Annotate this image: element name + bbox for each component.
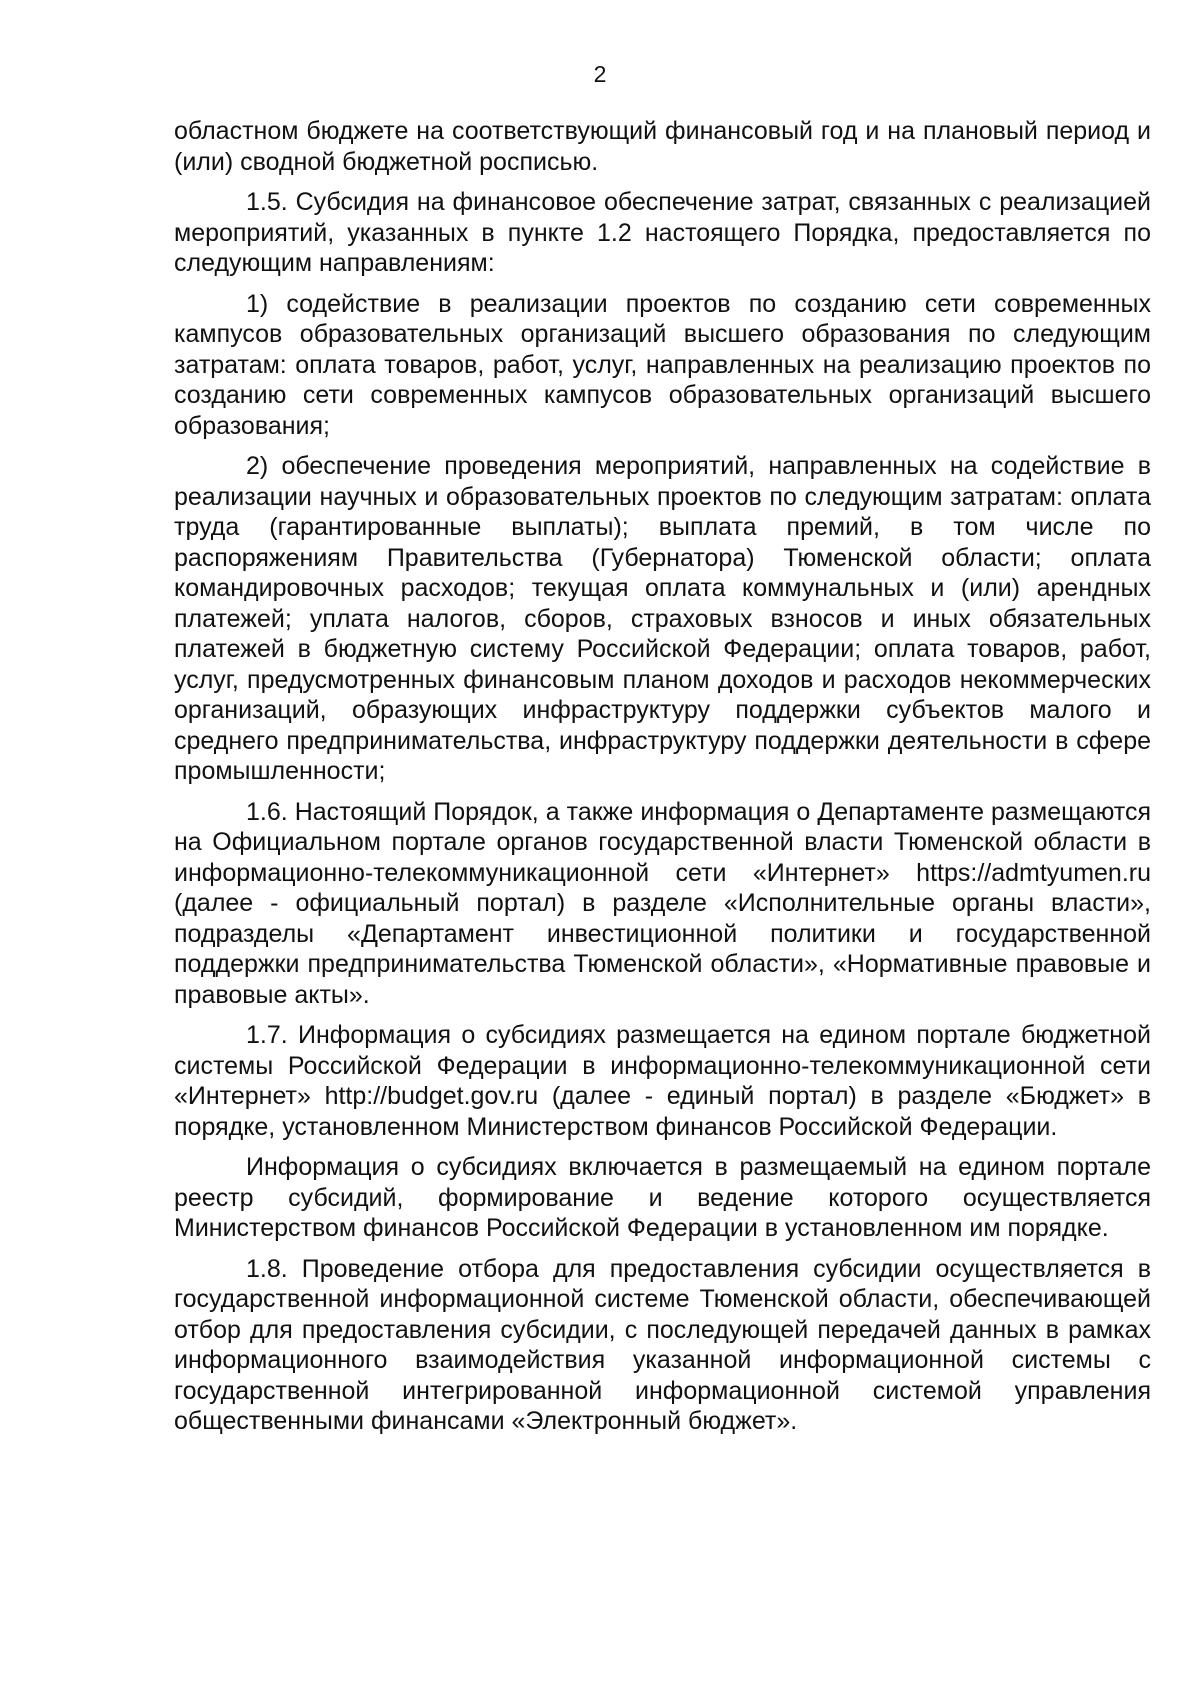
paragraph-1-5: 1.5. Субсидия на финансовое обеспечение затрат, связанных с реализацией мероприятий, указанных в пункте 1.2 настоящего Порядка, предоставляется по следующим направлениям:: [174, 188, 1151, 277]
page-number: 2: [593, 61, 607, 87]
paragraph-1-6: 1.6. Настоящий Порядок, а также информация о Департаменте размещаются на Официальном портале органов государственной власти Тюменской области в информационно-телекоммуникационной сети «Интернет» https://admtyumen.ru (далее - официальный портал) в разделе «Исполнительные органы власти», подразделы «Департамент инвестиционной политики и государственной поддержки предпринимательства Тюменской области», «Нормативные правовые и правовые акты».: [174, 797, 1151, 1009]
document-body: [174, 116, 1151, 1447]
paragraph-1-8: 1.8. Проведение отбора для предоставления субсидии осуществляется в государственной информационной системе Тюменской области, обеспечивающей отбор для предоставления субсидии, с последующей передачей данных в рамках информационного взаимодействия указанной информационной системы с государственной интегрированной информационной системой управления общественными финансами «Электронный бюджет».: [174, 1254, 1151, 1435]
paragraph-1-5-item-2: 2) обеспечение проведения мероприятий, направленных на содействие в реализации научных и образовательных проектов по следующим затратам: оплата труда (гарантированные выплаты); выплата премий, в том числе по распоряжениям Правительства (Губернатора) Тюменской области; оплата командировочных расходов; текущая оплата коммунальных и (или) арендных платежей; уплата налогов, сборов, страховых взносов и иных обязательных платежей в бюджетную систему Российской Федерации; оплата товаров, работ, услуг, предусмотренных финансовым планом доходов и расходов некоммерческих организаций, образующих инфраструктуру поддержки субъектов малого и среднего предпринимательства, инфраструктуру поддержки деятельности в сфере промышленности;: [174, 452, 1151, 785]
paragraph-1-7: 1.7. Информация о субсидиях размещается на едином портале бюджетной системы Российской Федерации в информационно-телекоммуникационной сети «Интернет» http://budget.gov.ru (далее - единый портал) в разделе «Бюджет» в порядке, установленном Министерством финансов Российской Федерации.: [174, 1021, 1151, 1141]
paragraph-1-5-item-1: 1) содействие в реализации проектов по созданию сети современных кампусов образовательных организаций высшего образования по следующим затратам: оплата товаров, работ, услуг, направленных на реализацию проектов по созданию сети современных кампусов образовательных организаций высшего образования;: [174, 289, 1151, 440]
paragraph-1-7-registry: Информация о субсидиях включается в размещаемый на едином портале реестр субсидий, формирование и ведение которого осуществляется Министерством финансов Российской Федерации в установленном им порядке.: [174, 1153, 1151, 1242]
paragraph-continuation: областном бюджете на соответствующий финансовый год и на плановый период и (или) сводной бюджетной росписью.: [174, 117, 1151, 176]
